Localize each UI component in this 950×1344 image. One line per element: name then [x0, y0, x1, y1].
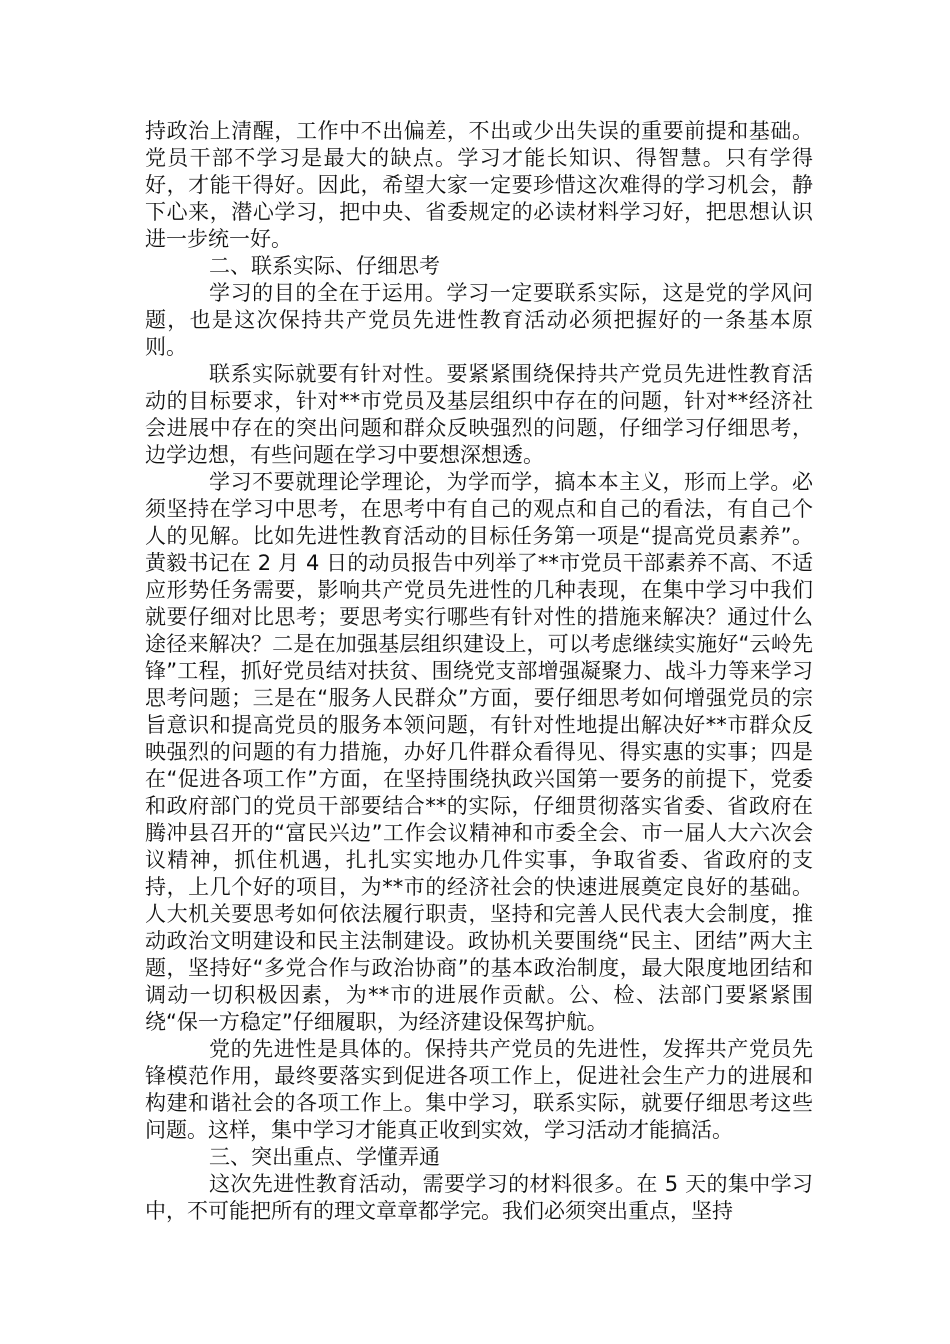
section-heading-2: 二、联系实际、仔细思考 [209, 254, 440, 278]
paragraph-body: 党的先进性是具体的。保持共产党员的先进性，发挥共产党员先锋模范作用，最终要落实到促进各项工作上，促进社会生产力的进展和构建和谐社会的各项工作上。集中学习，联系实际，就要仔细思考这些问题。这样，集中学习才能真正收到实效，学习活动才能搞活。 [145, 1037, 813, 1142]
paragraph-body: 学习不要就理论学理论，为学而学，搞本本主义，形而上学。必须坚持在学习中思考，在思考中有自己的观点和自己的看法，有自己个人的见解。比如先进性教育活动的目标任务第一项是“提高党员素养”。黄毅书记在 2 月 4 日的动员报告中列举了**市党员干部素养不高、不适应形势任务需要，影响共产党员先进性的几种表现，在集中学习中我们就要仔细对比思考；要思考实行哪些有针对性的措施来解决？通过什么途径来解决？二是在加强基层组织建设上，可以考虑继续实施好“云岭先锋”工程，抓好党员结对扶贫、围绕党支部增强凝聚力、战斗力等来学习思考问题；三是在“服务人民群众”方面，要仔细思考如何增强党员的宗旨意识和提高党员的服务本领问题，有针对性地提出解决好**市群众反映强烈的问题的有力措施，办好几件群众看得见、得实惠的实事；四是在“促进各项工作”方面，在坚持围绕执政兴国第一要务的前提下，党委和政府部门的党员干部要结合**的实际，仔细贯彻落实省委、省政府在腾冲县召开的“富民兴边”工作会议精神和市委全会、市一届人大六次会议精神，抓住机遇，扎扎实实地办几件实事，争取省委、省政府的支持，上几个好的项目，为**市的经济社会的快速进展奠定良好的基础。人大机关要思考如何依法履行职责，坚持和完善人民代表大会制度，推动政治文明建设和民主法制建设。政协机关要围绕“民主、团结”两大主题，坚持好“多党合作与政治协商”的基本政治制度，最大限度地团结和调动一切积极因素，为**市的进展作贡献。公、检、法部门要紧紧围绕“保一方稳定”仔细履职，为经济建设保驾护航。 [145, 470, 813, 1034]
paragraph-body: 学习的目的全在于运用。学习一定要联系实际，这是党的学风问题，也是这次保持共产党员先进性教育活动必须把握好的一条基本原则。 [145, 281, 813, 359]
document-page [145, 118, 813, 1225]
paragraph-continuation: 持政治上清醒，工作中不出偏差，不出或少出失误的重要前提和基础。党员干部不学习是最大的缺点。学习才能长知识、得智慧。只有学得好，才能干得好。因此，希望大家一定要珍惜这次难得的学习机会，静下心来，潜心学习，把中央、省委规定的必读材料学习好，把思想认识进一步统一好。 [145, 119, 813, 251]
section-heading-3: 三、突出重点、学懂弄通 [209, 1145, 440, 1169]
paragraph-body: 这次先进性教育活动，需要学习的材料很多。在 5 天的集中学习中，不可能把所有的理文章章都学完。我们必须突出重点，坚持 [145, 1172, 813, 1223]
paragraph-body: 联系实际就要有针对性。要紧紧围绕保持共产党员先进性教育活动的目标要求，针对**市党员及基层组织中存在的问题，针对**经济社会进展中存在的突出问题和群众反映强烈的问题，仔细学习仔细思考，边学边想，有些问题在学习中要想深想透。 [145, 362, 813, 467]
